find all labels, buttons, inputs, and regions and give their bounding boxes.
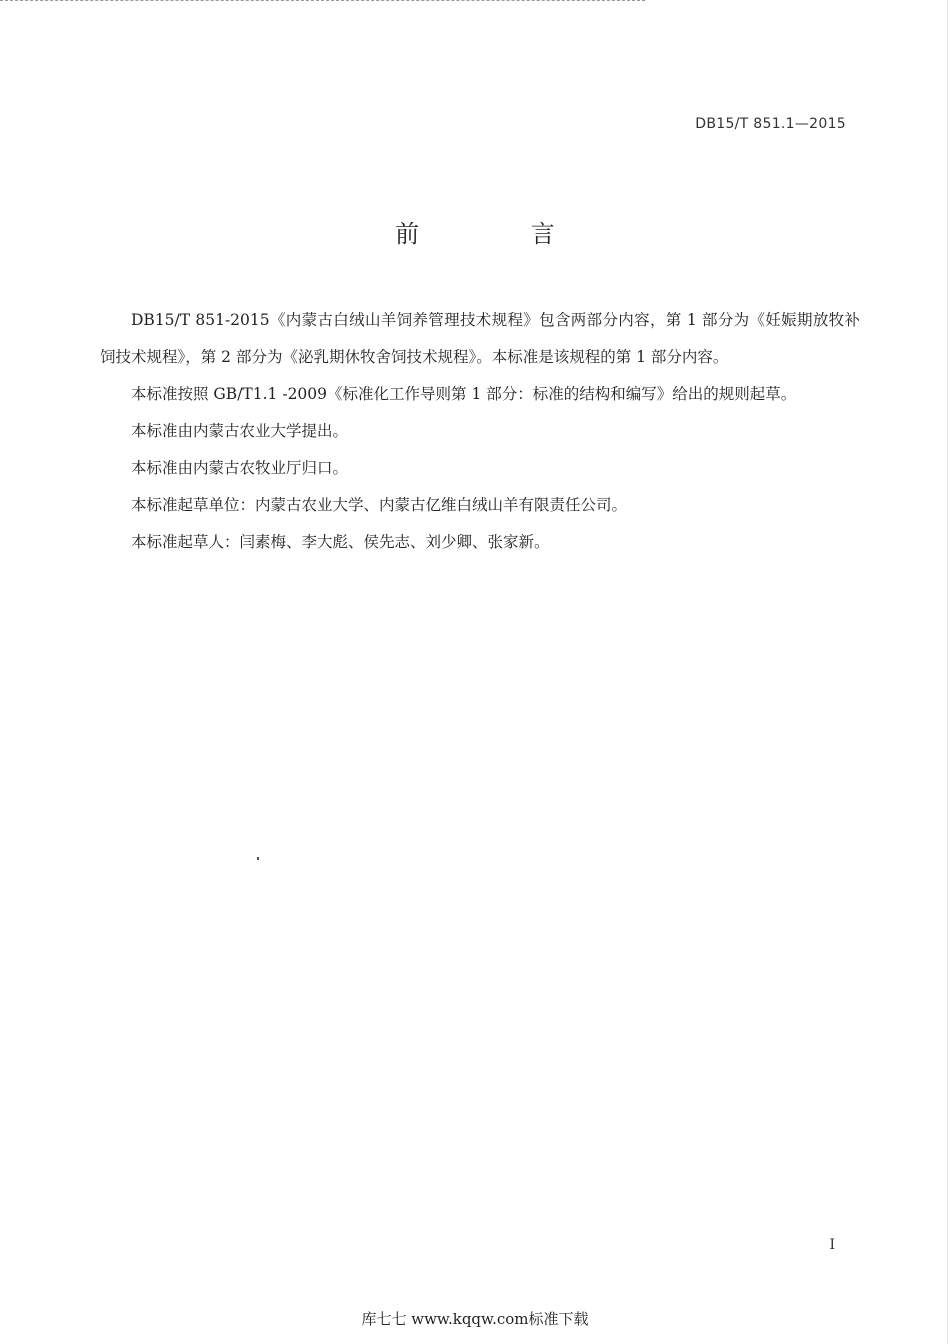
paragraph-drafting-rules: 本标准按照 GB/T1.1 -2009《标准化工作导则第 1 部分：标准的结构和编写》给出的规则起草。 <box>131 385 797 403</box>
paragraph-drafting-units: 本标准起草单位：内蒙古农业大学、内蒙古亿维白绒山羊有限责任公司。 <box>131 496 628 514</box>
scan-speck <box>257 857 259 860</box>
page-title: 前 言 <box>395 220 607 248</box>
page-number: I <box>829 1237 835 1253</box>
foreword-body <box>100 302 860 561</box>
paragraph-administrator: 本标准由内蒙古农牧业厅归口。 <box>131 459 349 477</box>
paragraph-proposer: 本标准由内蒙古农业大学提出。 <box>131 422 349 440</box>
scan-top-border <box>0 0 645 2</box>
paragraph-scope: DB15/T 851-2015《内蒙古白绒山羊饲养管理技术规程》包含两部分内容，第 1 部分为《妊娠期放牧补饲技术规程》，第 2 部分为《泌乳期休牧舍饲技术规程》。本标准是该规程的第 1 部分内容。 <box>100 311 860 366</box>
scan-right-edge <box>947 0 948 1344</box>
paragraph-drafters: 本标准起草人：闫素梅、李大彪、侯先志、刘少卿、张家新。 <box>131 533 550 551</box>
document-code: DB15/T 851.1—2015 <box>695 116 846 132</box>
footer-watermark: 库七七 www.kqqw.com标准下载 <box>361 1310 589 1328</box>
